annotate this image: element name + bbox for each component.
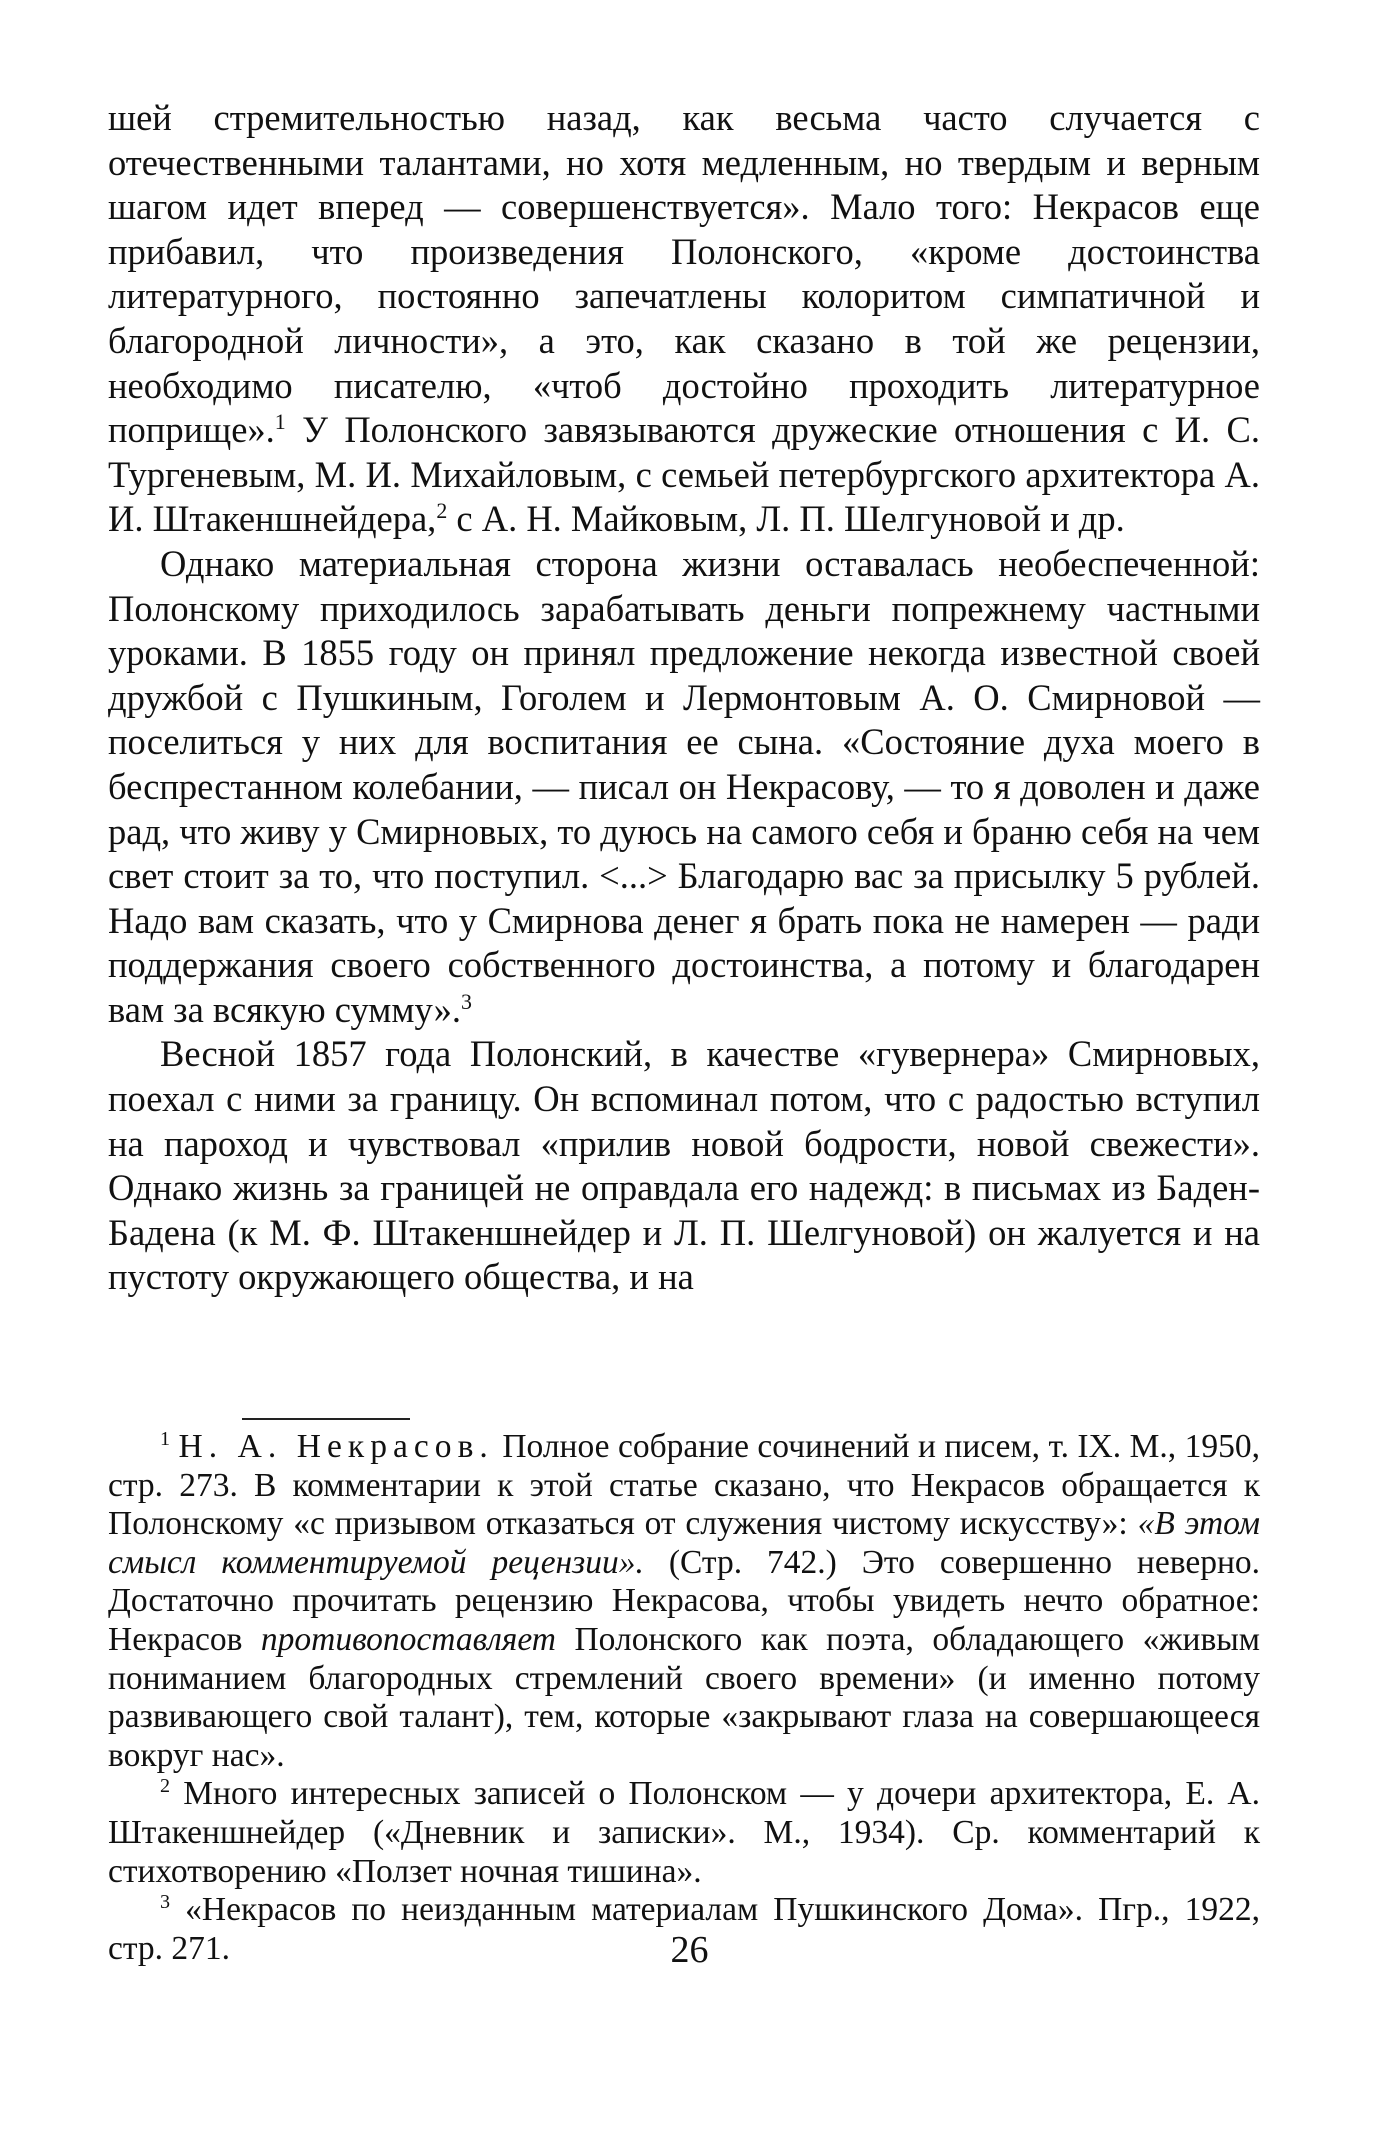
footnote-1-author: Н. А. Некрасов. <box>178 1428 494 1465</box>
paragraph-2-text: Однако материальная сторона жизни оставалась необеспеченной: Полонскому приходилось зарабатывать деньги попрежнему частными уроками. В 1855 году он принял предложение некогда известной своей дружбой с Пушкиным, Гоголем и Лермонтовым А. О. Смирновой — поселиться у них для воспитания ее сына. «Состояние духа моего в беспрестанном колебании, — писал он Некрасову, — то я доволен и даже рад, что живу у Смирновых, то дуюсь на самого себя и браню себя на чем свет стоит за то, что поступил. <...> Благодарю вас за присылку 5 рублей. Надо вам сказать, что у Смирнова денег я брать пока не намерен — ради поддержания своего собственного достоинства, а потому и благодарен вам за всякую сумму». <box>108 542 1260 1030</box>
footnote-2 <box>108 1775 1260 1891</box>
main-text <box>108 96 1260 1300</box>
paragraph-1-text: шей стремительностью назад, как весьма часто случается с отечественными талантами, но хотя медленным, но твердым и верным шагом идет вперед — совершенствуется». Мало того: Некрасов еще прибавил, что произведения Полонского, «кроме достоинства литературного, постоянно запечатлены колоритом симпатичной и благородной личности», а это, как сказано в той же рецензии, необходимо писателю, «чтоб достойно проходить литературное поприще». <box>108 97 1260 451</box>
footnote-divider <box>242 1418 410 1420</box>
footnote-3-number: 3 <box>160 1891 171 1914</box>
paragraph-3-text: Весной 1857 года Полонский, в качестве «гувернера» Смирновых, поехал с ними за границу. Он вспоминал потом, что с радостью вступил на пароход и чувствовал «прилив новой бодрости, новой свежести». Однако жизнь за границей не оправдала его надежд: в письмах из Баден-Бадена (к М. Ф. Штакеншнейдер и Л. П. Шелгуновой) он жалуется и на пустоту окружающего общества, и на <box>108 1033 1260 1298</box>
footnote-1-text: Полное собрание сочинений и писем, т. IX. М., 1950, стр. 273. В комментарии к этой статье сказано, что Некрасов обращается к Полонскому «с призывом отказаться от служения чистому искусству»: <box>108 1428 1261 1543</box>
footnote-1 <box>108 1428 1260 1775</box>
paragraph-1-end: с А. Н. Майковым, Л. П. Шелгуновой и др. <box>456 498 1125 540</box>
footnote-1-number: 1 <box>160 1427 171 1450</box>
footnote-ref-3: 3 <box>461 988 472 1014</box>
footnote-1-emphasis: противопоставляет <box>260 1620 556 1658</box>
paragraph-3 <box>108 1032 1260 1300</box>
footnote-3-text: «Некрасов по неизданным материалам Пушкинского Дома». Пгр., 1922, стр. 271. <box>108 1891 1260 1967</box>
footnote-2-text: Много интересных записей о Полонском — у дочери архитектора, Е. А. Штакеншнейдер («Дневник и записки». М., 1934). Ср. комментарий к стихотворению «Ползет ночная тишина». <box>108 1775 1260 1890</box>
paragraph-1-continued: У Полонского завязываются дружеские отношения с И. С. Тургеневым, М. И. Михайловым, с семьей петербургского архитектора А. И. Штакеншнейдера, <box>108 409 1260 540</box>
paragraph-1 <box>108 96 1260 542</box>
footnotes <box>108 1428 1260 1968</box>
footnote-2-number: 2 <box>160 1775 171 1798</box>
footnote-1-text-end: Полонского как поэта, обладающего «живым пониманием благородных стремлений своего времени» (и именно потому развивающего свой талант), тем, которые «закрывают глаза на совершающееся вокруг нас». <box>108 1620 1260 1774</box>
footnote-ref-1: 1 <box>274 409 286 435</box>
page-number: 26 <box>670 1929 709 1971</box>
footnote-ref-2: 2 <box>436 498 448 524</box>
paragraph-2 <box>108 542 1260 1033</box>
footnote-1-text-continued: (Стр. 742.) Это совершенно неверно. Достаточно прочитать рецензию Некрасова, чтобы увидеть нечто обратное: Некрасов <box>108 1543 1260 1658</box>
footnote-1-quote: «В этом смысл комментируемой рецензии». <box>108 1505 1261 1581</box>
